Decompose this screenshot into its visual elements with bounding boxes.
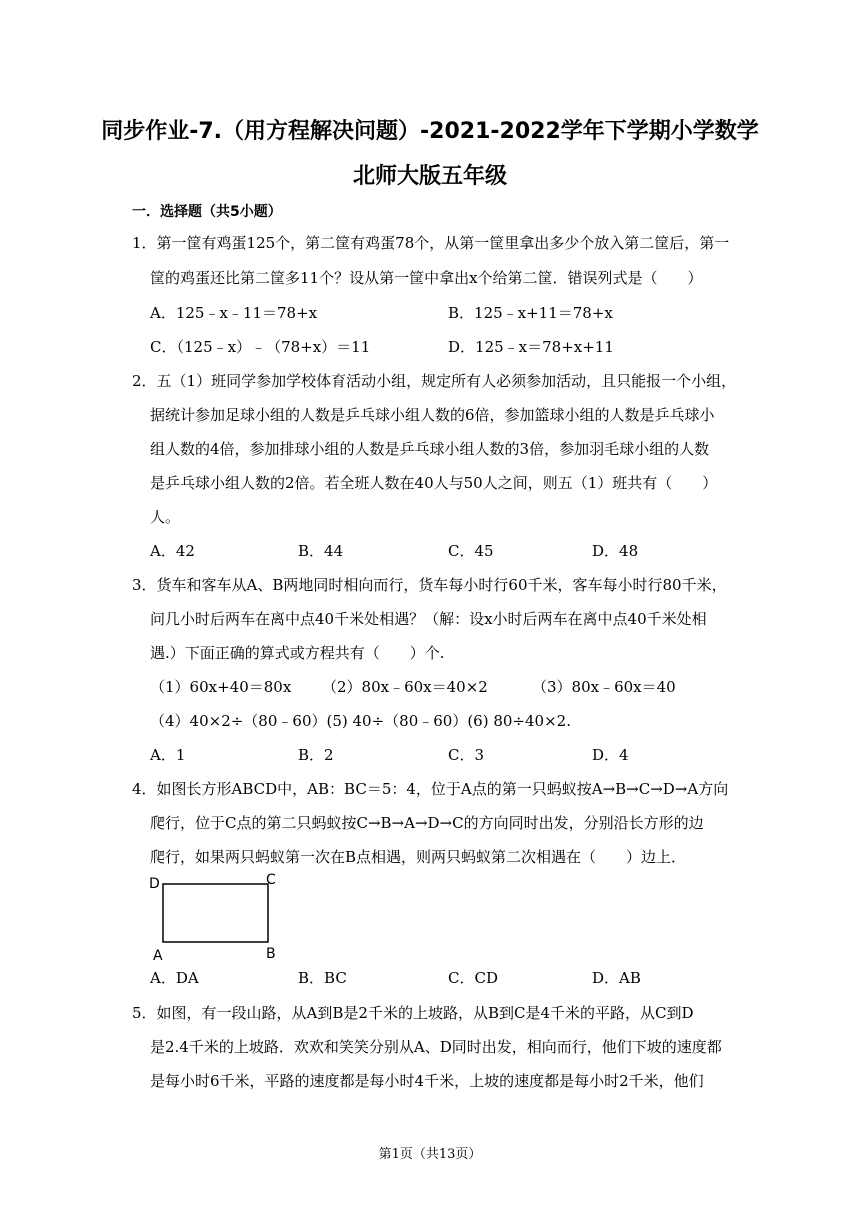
- question-1-line-2: 筐的鸡蛋还比第二筐多11个？设从第一筐中拿出x个给第二筐．错误列式是（ ）: [150, 269, 703, 287]
- question-1-option-c: C．（125﹣x）﹣（78+x）＝11: [150, 338, 371, 356]
- label-d: D: [149, 876, 160, 892]
- question-4-option-a: A．DA: [150, 969, 199, 987]
- question-5-line-1: 5．如图，有一段山路，从A到B是2千米的上坡路，从B到C是4千米的平路，从C到D: [132, 1004, 694, 1022]
- question-2-line-2: 据统计参加足球小组的人数是乒乓球小组人数的6倍，参加篮球小组的人数是乒乓球小: [150, 406, 715, 424]
- question-2-line-3: 组人数的4倍，参加排球小组的人数是乒乓球小组人数的3倍，参加羽毛球小组的人数: [150, 440, 710, 458]
- question-1-option-d: D．125﹣x＝78+x+11: [448, 338, 614, 356]
- question-4-line-3: 爬行，如果两只蚂蚁第一次在B点相遇，则两只蚂蚁第二次相遇在（ ）边上．: [150, 848, 687, 866]
- question-1-line-1: 1．第一筐有鸡蛋125个，第二筐有鸡蛋78个，从第一筐里拿出多少个放入第二筐后，第一: [132, 234, 730, 252]
- question-3-line-2: 问几小时后两车在离中点40千米处相遇？（解：设x小时后两车在离中点40千米处相: [150, 610, 707, 628]
- question-2-line-1: 2．五（1）班同学参加学校体育活动小组，规定所有人必须参加活动，且只能报一个小组，: [132, 372, 737, 390]
- page-title-line2: 北师大版五年级: [352, 164, 507, 189]
- question-3-item-4: （4）40×2÷（80﹣60）(5) 40÷（80﹣60）(6) 80÷40×2.: [150, 712, 571, 730]
- question-3-option-c: C．3: [448, 746, 485, 764]
- page-title-line1: 同步作业-7.（用方程解决问题）-2021-2022学年下学期小学数学: [101, 119, 759, 144]
- question-1-option-b: B．125﹣x+11＝78+x: [448, 304, 613, 322]
- question-4-option-d: D．AB: [592, 969, 641, 987]
- label-a: A: [153, 948, 163, 964]
- question-5-line-3: 是每小时6千米，平路的速度都是每小时4千米，上坡的速度都是每小时2千米，他们: [150, 1072, 704, 1090]
- label-b: B: [266, 946, 276, 962]
- question-3-item-3: （3）80x﹣60x＝40: [532, 678, 676, 696]
- question-3-item-2: （2）80x﹣60x＝40×2: [322, 678, 488, 696]
- label-c: C: [266, 872, 276, 888]
- question-3-item-1: （1）60x+40＝80x: [150, 678, 292, 696]
- question-5-line-2: 是2.4千米的上坡路．欢欢和笑笑分别从A、D同时出发，相向而行，他们下坡的速度都: [150, 1038, 722, 1056]
- question-4-option-b: B．BC: [298, 969, 347, 987]
- question-3-line-3: 遇.）下面正确的算式或方程共有（ ）个.: [150, 644, 445, 662]
- question-2-line-5: 人。: [150, 508, 181, 526]
- question-4-option-c: C．CD: [448, 969, 498, 987]
- question-2-option-a: A．42: [150, 542, 195, 560]
- question-3-option-b: B．2: [298, 746, 334, 764]
- question-2-line-4: 是乒乓球小组人数的2倍。若全班人数在40人与50人之间，则五（1）班共有（ ）: [150, 474, 718, 492]
- question-3-option-d: D．4: [592, 746, 629, 764]
- question-3-option-a: A．1: [150, 746, 186, 764]
- section-heading: 一．选择题（共5小题）: [132, 204, 282, 220]
- page-footer: 第1页（共13页）: [378, 1147, 482, 1162]
- question-4-line-2: 爬行，位于C点的第二只蚂蚁按C→B→A→D→C的方向同时出发，分别沿长方形的边: [150, 814, 704, 832]
- question-3-line-1: 3．货车和客车从A、B两地同时相向而行，货车每小时行60千米，客车每小时行80千米，: [132, 576, 727, 594]
- question-2-option-c: C．45: [448, 542, 494, 560]
- question-1-option-a: A．125﹣x﹣11＝78+x: [150, 304, 318, 322]
- rectangle-abcd: [163, 884, 268, 942]
- question-2-option-b: B．44: [298, 542, 344, 560]
- question-2-option-d: D．48: [592, 542, 639, 560]
- question-4-line-1: 4．如图长方形ABCD中，AB：BC＝5：4，位于A点的第一只蚂蚁按A→B→C→D→A方向: [132, 780, 729, 798]
- rectangle-abcd-figure: [145, 870, 285, 962]
